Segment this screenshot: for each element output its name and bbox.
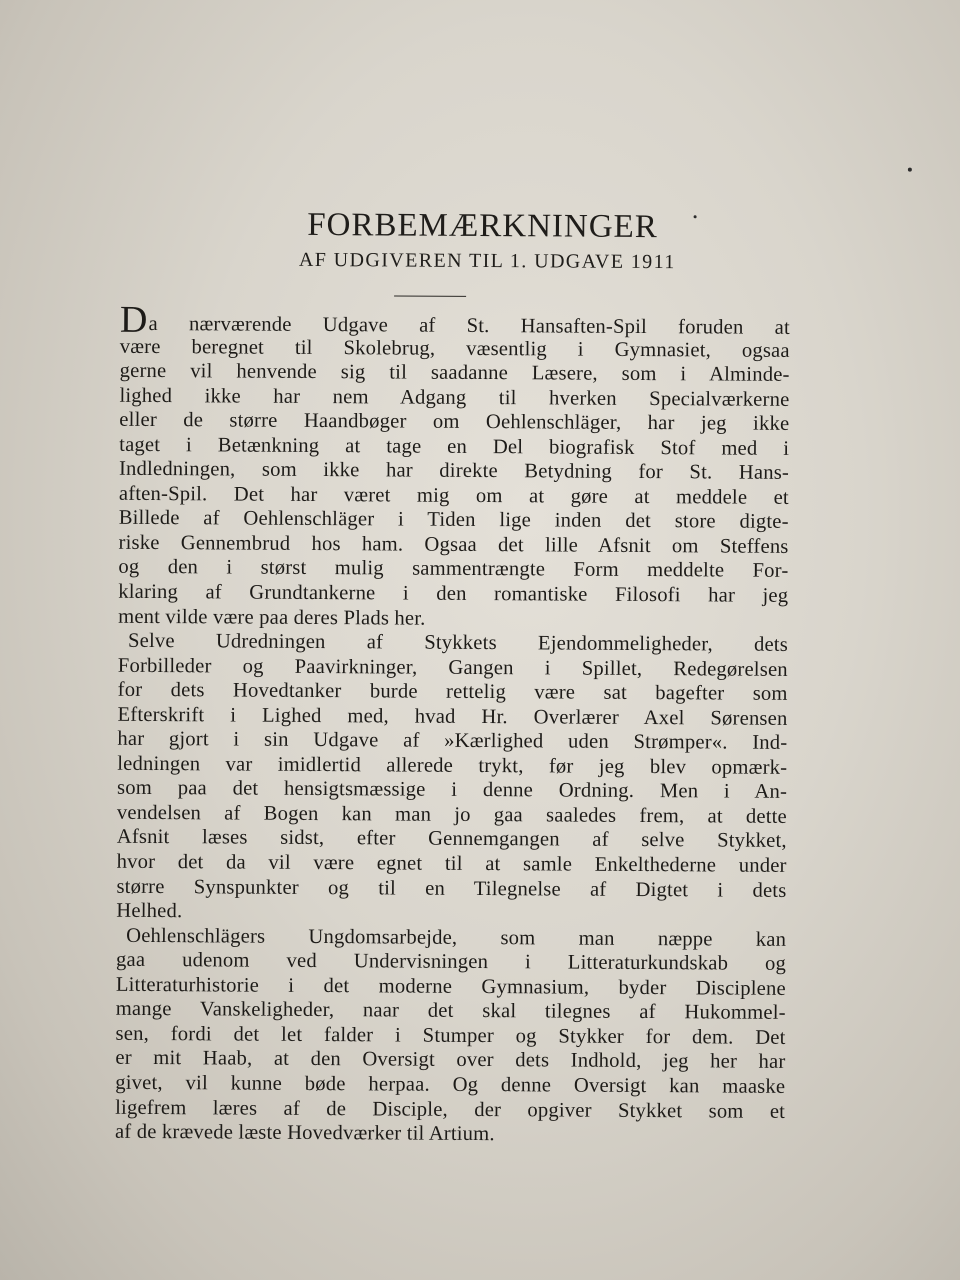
text-line: være beregnet til Skolebrug, væsentlig i Gymnasiet, ogsaa bbox=[119, 335, 790, 362]
text-line: Afsnit læses sidst, efter Gennemgangen af selve Stykket, bbox=[116, 826, 787, 853]
ink-speck bbox=[908, 168, 912, 172]
text-line: vendelsen af Bogen kan man jo gaa saaledes frem, at dette bbox=[116, 801, 787, 828]
text-line: større Synspunkter og til en Tilegnelse af Digtet i dets bbox=[116, 875, 787, 902]
text-line: Efterskrift i Lighed med, hvad Hr. Overlærer Axel Sørensen bbox=[117, 703, 788, 730]
text-line: ligefrem læres af de Disciple, der opgiver Stykket som et bbox=[115, 1096, 786, 1123]
text-line: Da nærværende Udgave af St. Hansaften-Spil foruden at bbox=[119, 298, 790, 341]
text-line: sen, fordi det let falder i Stumper og Stykker for dem. Det bbox=[115, 1022, 786, 1049]
text-line: Oehlenschlägers Ungdomsarbejde, som man næppe kan bbox=[126, 924, 787, 951]
text-line: aften-Spil. Det har været mig om at gøre at meddele et bbox=[118, 482, 789, 509]
text-line: givet, vil kunne bøde herpaa. Og denne Oversigt kan maaske bbox=[115, 1071, 786, 1098]
drop-cap: D bbox=[119, 298, 148, 341]
text-line: er mit Haab, at den Oversigt over dets Indhold, jeg her har bbox=[115, 1047, 786, 1074]
text-line: og den i størst mulig sammentrængte Form meddelte For- bbox=[118, 556, 789, 583]
page-title: FORBEMÆRKNINGER bbox=[307, 206, 658, 246]
text-line: klaring af Grundtankerne i den romantiske Filosofi har jeg bbox=[118, 580, 789, 607]
text-line: gerne vil henvende sig til saadanne Læsere, som i Alminde- bbox=[119, 359, 790, 386]
text-line: ment vilde være paa deres Plads her. bbox=[118, 605, 426, 630]
text-line: eller de større Haandbøger om Oehlenschläger, har jeg ikke bbox=[119, 408, 790, 436]
text-line: mange Vanskeligheder, naar det skal tilegnes af Hukommel- bbox=[115, 998, 786, 1025]
text-line: har gjort i sin Udgave af »Kærlighed uden Strømper«. Ind- bbox=[117, 728, 788, 755]
text-line: af de krævede læste Hovedværker til Artium. bbox=[114, 1120, 495, 1146]
page-subtitle: AF UDGIVEREN TIL 1. UDGAVE 1911 bbox=[298, 248, 676, 274]
text-line: riske Gennembrud hos ham. Ogsaa det lille Afsnit om Steffens bbox=[118, 531, 789, 558]
text-line: Forbilleder og Paavirkninger, Gangen i Spillet, Redegørelsen bbox=[117, 654, 788, 681]
text-line: taget i Betænkning at tage en Del biografisk Stof med i bbox=[119, 433, 790, 460]
title-rule bbox=[394, 295, 466, 296]
text-line: gaa udenom ved Undervisningen i Litteraturkundskab og bbox=[115, 949, 787, 976]
text-line: Billede af Oehlenschläger i Tiden lige inden det store digte- bbox=[118, 507, 789, 534]
text-line: lighed ikke har nem Adgang til hverken Specialværkerne bbox=[119, 384, 790, 411]
text-line: som paa det hensigtsmæssige i denne Ordning. Men i An- bbox=[117, 777, 788, 804]
text-line: Helhed. bbox=[116, 899, 183, 923]
text-line: Selve Udredningen af Stykkets Ejendommeligheder, dets bbox=[127, 629, 789, 656]
text-line: ledningen var imidlertid allerede trykt, før jeg blev opmærk- bbox=[117, 752, 788, 779]
text-line: Indledningen, som ikke har direkte Betydning for St. Hans- bbox=[118, 458, 790, 485]
body-text bbox=[114, 298, 790, 1149]
text-line: for dets Hovedtanker burde rettelig være sat bagefter som bbox=[117, 678, 788, 706]
text-line: Litteraturhistorie i det moderne Gymnasium, byder Disciplene bbox=[115, 973, 786, 1000]
text-line: hvor det da vil være egnet til at samle Enkelthederne under bbox=[116, 850, 787, 877]
